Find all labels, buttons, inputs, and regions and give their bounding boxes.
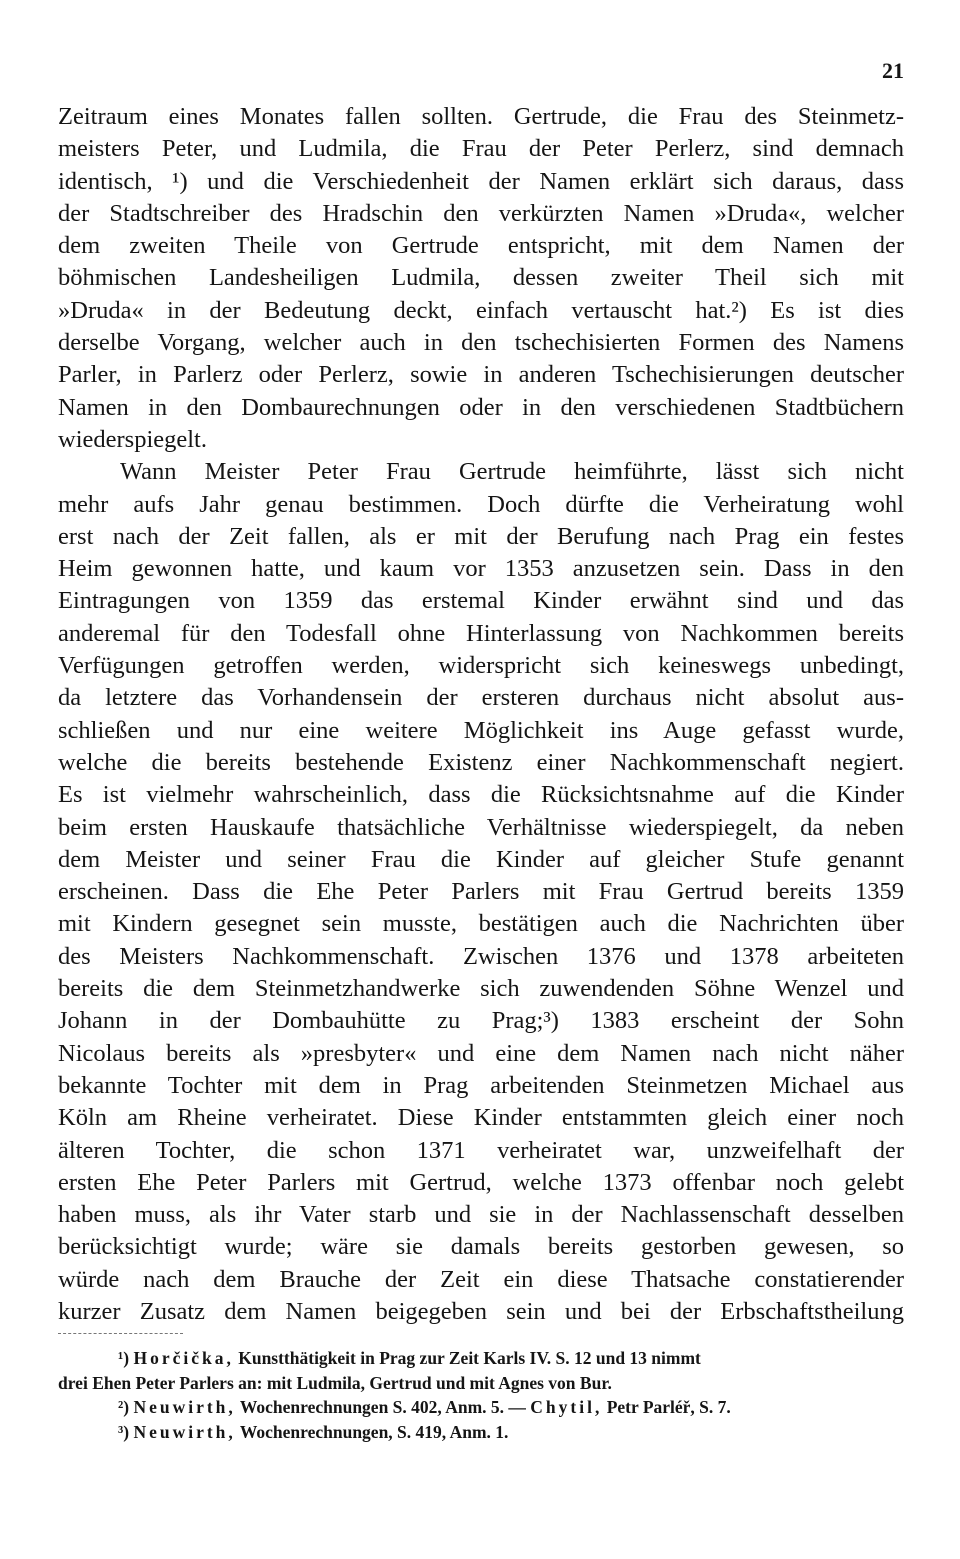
footnote-2-text-2: Petr Parléř, S. 7. [606, 1397, 731, 1417]
text-line: ersten Ehe Peter Parlers mit Gertrud, welche 1373 offenbar noch gelebt [58, 1168, 904, 1196]
text-line: »Druda« in der Bedeutung deckt, einfach vertauscht hat.²) Es ist dies [58, 296, 904, 324]
page-number: 21 [882, 58, 904, 83]
text-line: Johann in der Dombauhütte zu Prag;³) 1383 erscheint der Sohn [58, 1007, 904, 1035]
footnote-1 [58, 1346, 904, 1371]
text-line: Verfügungen getroffen werden, widerspricht sich keineswegs unbedingt, [58, 652, 904, 680]
text-line: Köln am Rheine verheiratet. Diese Kinder entstammten gleich einer noch [58, 1104, 904, 1132]
text-line: Namen in den Dombaurechnungen oder in den verschiedenen Stadtbüchern [58, 393, 904, 421]
text-line: Wann Meister Peter Frau Gertrude heimführte, lässt sich nicht [120, 458, 904, 486]
footnote-2-text: Wochenrechnungen S. 402, Anm. 5. — [239, 1397, 526, 1417]
footnote-3-mark: ³) [118, 1421, 130, 1442]
footnote-3 [58, 1420, 904, 1445]
text-line: berücksichtigt wurde; wäre sie damals bereits gestorben gewesen, so [58, 1233, 904, 1261]
body-text [58, 101, 904, 1328]
footnote-separator [58, 1333, 183, 1334]
footnote-1-continuation: drei Ehen Peter Parlers an: mit Ludmila, Gertrud und mit Agnes von Bur. [58, 1372, 612, 1393]
text-line: derselbe Vorgang, welcher auch in den tschechisierten Formen des Namens [58, 329, 904, 357]
text-line: Eintragungen von 1359 das erstemal Kinder erwähnt sind und das [58, 587, 904, 615]
text-line: erscheinen. Dass die Ehe Peter Parlers mit Frau Gertrud bereits 1359 [58, 878, 904, 906]
footnote-2-author-2: Chytil, [530, 1397, 603, 1417]
text-line: mit Kindern gesegnet sein musste, bestätigen auch die Nachrichten über [58, 910, 904, 938]
footnote-3-author: Neuwirth, [133, 1421, 236, 1442]
text-line: der Stadtschreiber des Hradschin den verkürzten Namen »Druda«, welcher [58, 199, 904, 227]
text-line: schließen und nur eine weitere Möglichkeit ins Auge gefasst wurde, [58, 716, 904, 744]
text-line: älteren Tochter, die schon 1371 verheiratet war, unzweifelhaft der [58, 1136, 904, 1164]
text-line: bekannte Tochter mit dem in Prag arbeitenden Steinmetzen Michael aus [58, 1071, 904, 1099]
footnote-1-mark: ¹) [118, 1348, 130, 1368]
text-line: Zeitraum eines Monates fallen sollten. Gertrude, die Frau des Steinmetz- [58, 103, 904, 130]
text-line: kurzer Zusatz dem Namen beigegeben sein und bei der Erbschaftstheilung [58, 1297, 904, 1325]
text-line: haben muss, als ihr Vater starb und sie in der Nachlassenschaft desselben [58, 1201, 904, 1229]
text-line: des Meisters Nachkommenschaft. Zwischen 1376 und 1378 arbeiteten [58, 942, 904, 970]
footnote-3-text: Wochenrechnungen, S. 419, Anm. 1. [239, 1421, 509, 1442]
footnote-1-author: Horčička, [133, 1348, 234, 1368]
text-line: wiederspiegelt. [58, 425, 207, 453]
text-line: Es ist vielmehr wahrscheinlich, dass die Rücksichtsnahme auf die Kinder [58, 781, 904, 809]
footnote-2-mark: ²) [118, 1397, 130, 1417]
text-line: erst nach der Zeit fallen, als er mit der Berufung nach Prag ein festes [58, 522, 904, 550]
footnote-1-text: Kunstthätigkeit in Prag zur Zeit Karls IV. S. 12 und 13 nimmt [238, 1348, 701, 1368]
text-line: dem Meister und seiner Frau die Kinder auf gleicher Stufe genannt [58, 845, 904, 873]
footnotes [58, 1346, 904, 1444]
text-line: welche die bereits bestehende Existenz einer Nachkommenschaft negiert. [58, 748, 904, 776]
text-line: da letztere das Vorhandensein der ersteren durchaus nicht absolut aus- [58, 684, 904, 712]
footnote-2 [58, 1395, 904, 1420]
text-line: Heim gewonnen hatte, und kaum vor 1353 anzusetzen sein. Dass in den [58, 555, 904, 583]
text-line: anderemal für den Todesfall ohne Hinterlassung von Nachkommen bereits [58, 619, 904, 647]
text-line: bereits die dem Steinmetzhandwerke sich zuwendenden Söhne Wenzel und [58, 975, 904, 1003]
text-line: mehr aufs Jahr genau bestimmen. Doch dürfte die Verheiratung wohl [58, 490, 904, 518]
text-line: meisters Peter, und Ludmila, die Frau der Peter Perlerz, sind demnach [58, 135, 904, 163]
text-line: Parler, in Parlerz oder Perlerz, sowie in anderen Tschechisierungen deutscher [58, 361, 904, 389]
text-line: böhmischen Landesheiligen Ludmila, dessen zweiter Theil sich mit [58, 264, 904, 292]
text-line: beim ersten Hauskaufe thatsächliche Verhältnisse wiederspiegelt, da neben [58, 813, 904, 841]
text-line: dem zweiten Theile von Gertrude entspricht, mit dem Namen der [58, 232, 904, 260]
text-line: Nicolaus bereits als »presbyter« und eine dem Namen nach nicht näher [58, 1039, 904, 1067]
text-line: würde nach dem Brauche der Zeit ein diese Thatsache constatierender [58, 1265, 904, 1293]
footnote-2-author: Neuwirth, [133, 1397, 236, 1417]
text-line: identisch, ¹) und die Verschiedenheit der Namen erklärt sich daraus, dass [58, 167, 904, 195]
